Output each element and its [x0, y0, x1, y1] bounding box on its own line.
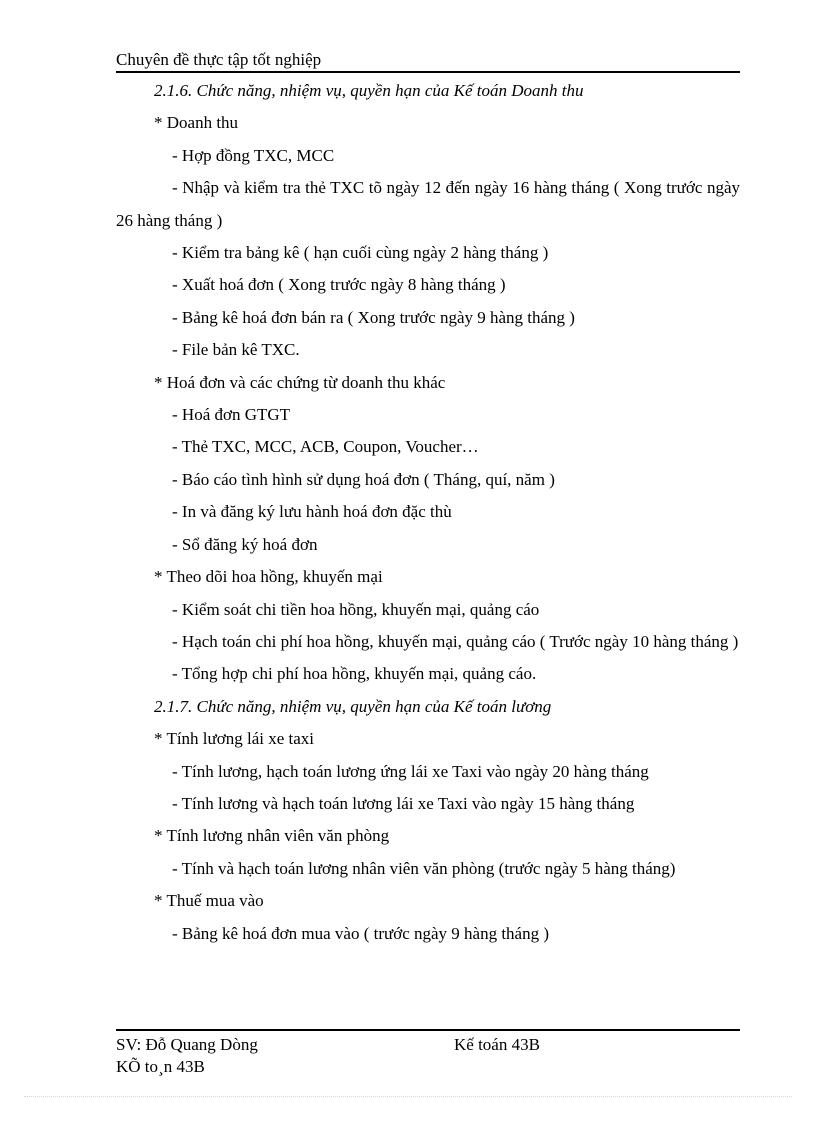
header-title: Chuyên đề thực tập tốt nghiệp — [116, 50, 322, 69]
list-item: - Hoá đơn GTGT — [172, 405, 291, 425]
page-header — [116, 49, 740, 71]
subsection-thue-mua-vao: * Thuế mua vào — [154, 891, 264, 911]
subsection-doanh-thu: * Doanh thu — [154, 113, 239, 133]
section-heading-2-1-7: 2.1.7. Chức năng, nhiệm vụ, quyền hạn của Kế toán lương — [154, 696, 552, 716]
list-item: - Sổ đăng ký hoá đơn — [172, 534, 318, 554]
footer-student-name: SV: Đỗ Quang Dòng — [116, 1035, 258, 1054]
list-item: - Tính và hạch toán lương nhân viên văn phòng (trước ngày 5 hàng tháng) — [172, 858, 676, 878]
list-item: - In và đăng ký lưu hành hoá đơn đặc thù — [172, 502, 452, 522]
document-body — [116, 75, 740, 950]
list-item: - Bảng kê hoá đơn bán ra ( Xong trước ngày 9 hàng tháng ) — [172, 307, 575, 327]
list-item: - File bản kê TXC. — [172, 340, 300, 360]
page-footer — [116, 1034, 740, 1078]
header-divider — [116, 71, 740, 73]
list-item: - Tổng hợp chi phí hoa hồng, khuyến mại, quảng cáo. — [172, 664, 537, 684]
section-heading-2-1-6: 2.1.6. Chức năng, nhiệm vụ, quyền hạn của Kế toán Doanh thu — [154, 81, 584, 100]
list-item: - Hạch toán chi phí hoa hồng, khuyến mại, quảng cáo ( Trước ngày 10 hàng tháng ) — [172, 631, 739, 651]
subsection-hoa-hong: * Theo dõi hoa hồng, khuyến mại — [154, 567, 383, 587]
list-item: - Kiểm tra bảng kê ( hạn cuối cùng ngày 2 hàng tháng ) — [172, 243, 549, 263]
list-item: - Xuất hoá đơn ( Xong trước ngày 8 hàng tháng ) — [172, 275, 506, 295]
list-item: - Thẻ TXC, MCC, ACB, Coupon, Voucher… — [172, 437, 479, 457]
page-bottom-border — [24, 1096, 792, 1097]
list-item: - Bảng kê hoá đơn mua vào ( trước ngày 9 hàng tháng ) — [172, 923, 550, 943]
list-item: - Tính lương và hạch toán lương lái xe Taxi vào ngày 15 hàng tháng — [172, 793, 635, 813]
list-item: - Nhập và kiểm tra thẻ TXC tõ ngày 12 đến ngày 16 hàng tháng ( Xong trước ngày 26 hàng tháng ) — [116, 178, 740, 230]
list-item: - Kiểm soát chi tiền hoa hồng, khuyến mại, quảng cáo — [172, 599, 540, 619]
list-item: - Tính lương, hạch toán lương ứng lái xe Taxi vào ngày 20 hàng tháng — [172, 761, 649, 781]
footer-class-left: KÕ to¸n 43B — [116, 1057, 205, 1076]
subsection-luong-van-phong: * Tính lương nhân viên văn phòng — [154, 826, 390, 846]
subsection-hoa-don: * Hoá đơn và các chứng từ doanh thu khác — [154, 372, 446, 392]
list-item: - Báo cáo tình hình sử dụng hoá đơn ( Tháng, quí, năm ) — [172, 469, 555, 489]
list-item: - Hợp đồng TXC, MCC — [172, 145, 335, 165]
subsection-luong-lai-xe: * Tính lương lái xe taxi — [154, 729, 315, 749]
footer-class-right: Kế toán 43B — [454, 1035, 540, 1054]
footer-divider — [116, 1029, 740, 1031]
